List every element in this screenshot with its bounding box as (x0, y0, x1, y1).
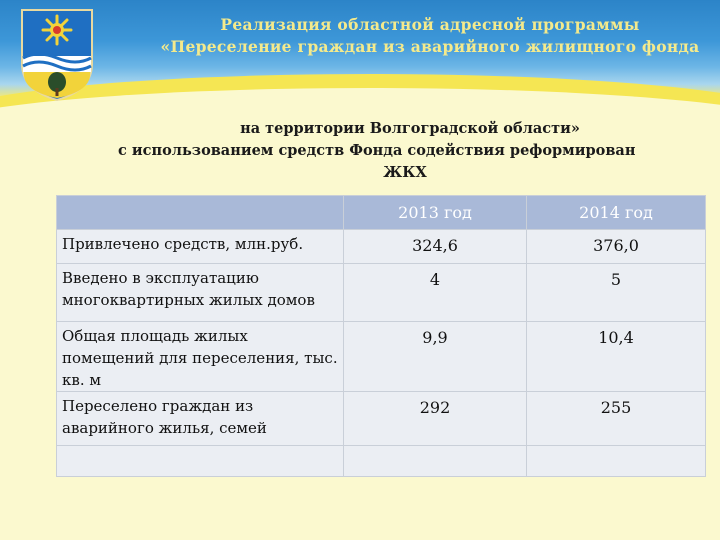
row-label: Привлечено средств, млн.руб. (57, 230, 344, 264)
table-row (57, 230, 706, 264)
header-cell-2014: 2014 год (527, 196, 706, 230)
value-2014: 10,4 (527, 322, 706, 392)
header-title-line2: «Переселение граждан из аварийного жилищного фонда (160, 37, 700, 56)
value-2014: 376,0 (527, 230, 706, 264)
row-label: Общая площадь жилых помещений для переселения, тыс. кв. м (57, 322, 344, 392)
header-title (130, 14, 720, 58)
table-row (57, 322, 706, 392)
value-2014: 255 (527, 392, 706, 446)
value-2013: 4 (344, 264, 527, 322)
statistics-table (56, 195, 706, 477)
value-2014: 5 (527, 264, 706, 322)
subtitle-line3: ЖКХ (383, 164, 427, 181)
row-label: Введено в эксплуатацию многоквартирных жилых домов (57, 264, 344, 322)
value-2013: 9,9 (344, 322, 527, 392)
value-2013: 292 (344, 392, 527, 446)
table-row (57, 264, 706, 322)
subtitle-line2: с использованием средств Фонда содействия реформирован (118, 142, 636, 159)
value-2014 (527, 446, 706, 477)
table-row (57, 392, 706, 446)
header-cell-label (57, 196, 344, 230)
value-2013 (344, 446, 527, 477)
header-title-line1: Реализация областной адресной программы (220, 15, 640, 34)
row-label: Переселено граждан из аварийного жилья, семей (57, 392, 344, 446)
subtitle-line1: на территории Волгоградской области» (240, 120, 580, 137)
table-header-row (57, 196, 706, 230)
table-row (57, 446, 706, 477)
header-band (0, 0, 720, 108)
value-2013: 324,6 (344, 230, 527, 264)
coat-of-arms-icon (18, 6, 96, 102)
header-cell-2013: 2013 год (344, 196, 527, 230)
slide-subtitle (0, 118, 720, 184)
row-label (57, 446, 344, 477)
